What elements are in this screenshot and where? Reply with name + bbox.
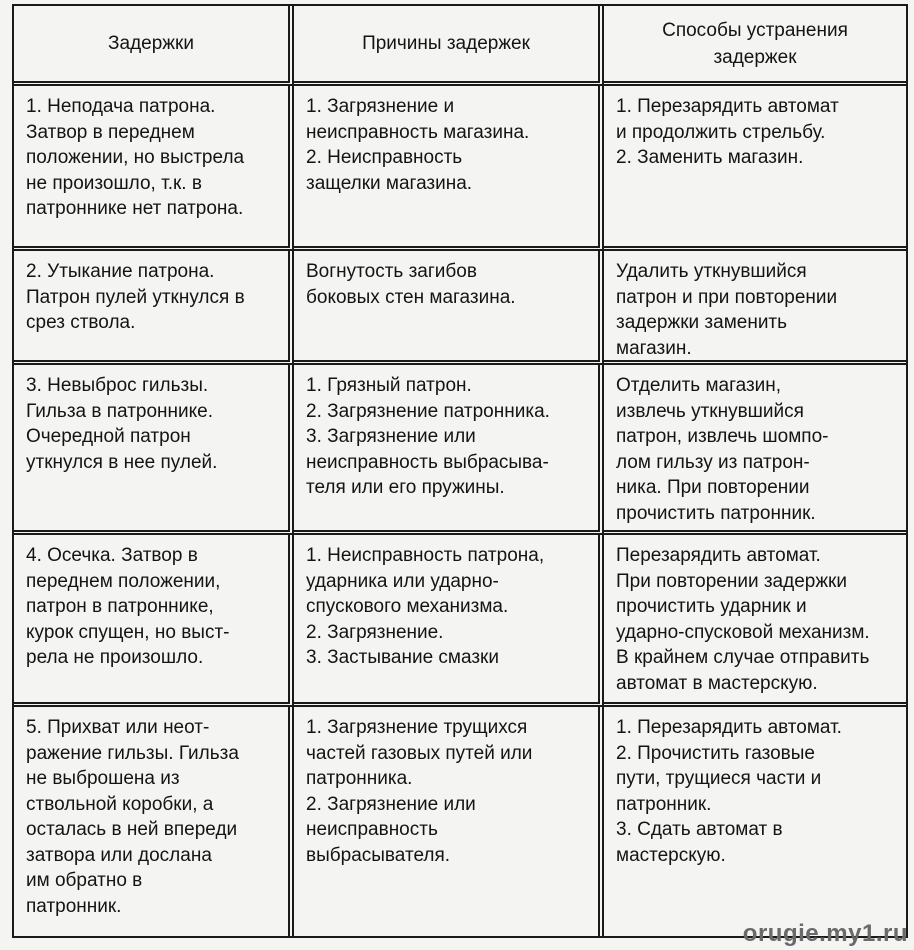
row-2-remedy: Удалить уткнувшийся патрон и при повторении задержки заменить магазин. [604,251,906,365]
header-remedies: Способы устранения задержек [604,6,906,86]
row-4-delay: 4. Осечка. Затвор в переднем положении, патрон в патроннике, курок спущен, но выст- рела не произошло. [14,535,294,707]
header-delays: Задержки [14,6,294,86]
row-5-cause: 1. Загрязнение трущихся частей газовых путей или патронника. 2. Загрязнение или неисправность выбрасывателя. [294,707,604,936]
row-1-remedy: 1. Перезарядить автомат и продолжить стрельбу. 2. Заменить магазин. [604,86,906,251]
row-4-remedy: Перезарядить автомат. При повторении задержки прочистить ударник и ударно-спусковой механизм. В крайнем случае отправить автомат в мастерскую. [604,535,906,707]
delays-table [12,4,908,938]
header-causes: Причины задержек [294,6,604,86]
row-3-cause: 1. Грязный патрон. 2. Загрязнение патронника. 3. Загрязнение или неисправность выбрасыва- теля или его пружины. [294,365,604,535]
row-5-remedy: 1. Перезарядить автомат. 2. Прочистить газовые пути, трущиеся части и патронник. 3. Сдать автомат в мастерскую. [616,717,842,866]
row-3-delay: 3. Невыброс гильзы. Гильза в патроннике. Очередной патрон уткнулся в нее пулей. [14,365,294,535]
row-5-delay: 5. Прихват или неот- ражение гильзы. Гильза не выброшена из ствольной коробки, а осталась в ней впереди затвора или дослана им обратно в патронник. [14,707,294,936]
row-2-cause: Вогнутость загибов боковых стен магазина. [294,251,604,365]
row-1-delay: 1. Неподача патрона. Затвор в переднем положении, но выстрела не произошло, т.к. в патроннике нет патрона. [14,86,294,251]
row-2-delay: 2. Утыкание патрона. Патрон пулей уткнулся в срез ствола. [14,251,294,365]
row-3-remedy: Отделить магазин, извлечь уткнувшийся патрон, извлечь шомпо- лом гильзу из патрон- ника. При повторении прочистить патронник. [604,365,906,535]
row-1-cause: 1. Загрязнение и неисправность магазина. 2. Неисправность защелки магазина. [294,86,604,251]
watermark: orugie.my1.ru [742,920,908,947]
row-4-cause: 1. Неисправность патрона, ударника или ударно- спускового механизма. 2. Загрязнение. 3. Застывание смазки [294,535,604,707]
